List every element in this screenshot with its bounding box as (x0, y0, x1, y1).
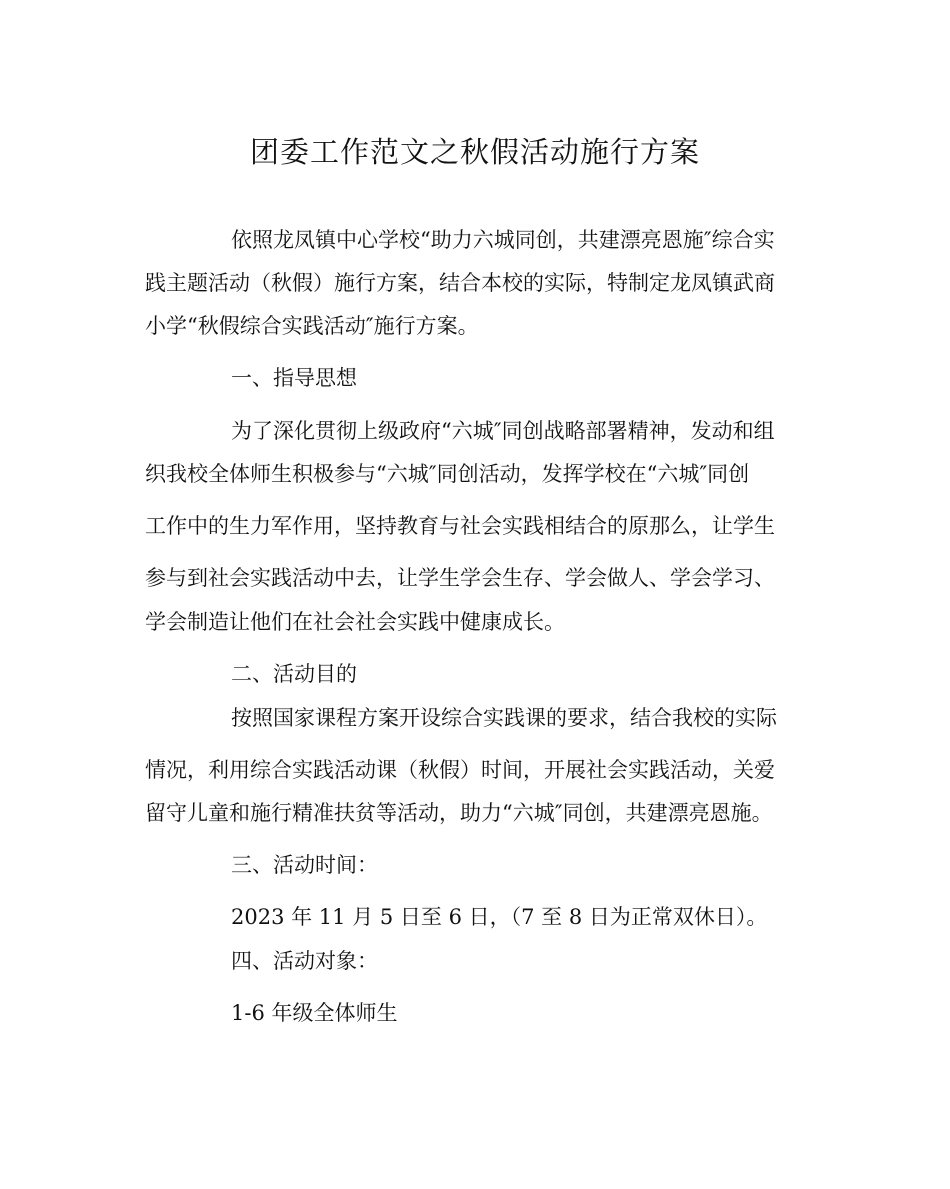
paragraph-line: 参与到社会实践活动中去，让学生学会生存、学会做人、学会学习、 (145, 566, 775, 590)
paragraph-line: 按照国家课程方案开设综合实践课的要求，结合我校的实际 (231, 706, 777, 730)
section-heading: 一、指导思想 (231, 366, 357, 390)
section-heading: 二、活动目的 (231, 662, 357, 686)
paragraph-line: 留守儿童和施行精准扶贫等活动，助力“六城″同创，共建漂亮恩施。 (145, 801, 773, 825)
paragraph-line: 践主题活动（秋假）施行方案，结合本校的实际，特制定龙凤镇武商 (145, 271, 775, 295)
section-heading: 四、活动对象： (231, 949, 378, 973)
paragraph-line: 织我校全体师生积极参与“六城″同创活动，发挥学校在“六城″同创 (145, 462, 750, 486)
document-title: 团委工作范文之秋假活动施行方案 (249, 135, 700, 169)
paragraph-line: 小学“秋假综合实践活动″施行方案。 (145, 314, 479, 338)
section-heading: 三、活动时间： (231, 853, 378, 877)
paragraph-line: 情况，利用综合实践活动课（秋假）时间，开展社会实践活动，关爱 (145, 758, 775, 782)
paragraph-line: 2023 年 11 月 5 日至 6 日，（7 至 8 日为正常双休日）。 (231, 905, 768, 929)
paragraph-line: 为了深化贯彻上级政府“六城″同创战略部署精神，发动和组 (231, 419, 775, 443)
paragraph-line: 工作中的生力军作用，坚持教育与社会实践相结合的原那么，让学生 (145, 514, 775, 538)
paragraph-line: 1-6 年级全体师生 (231, 1001, 398, 1025)
paragraph-line: 学会制造让他们在社会社会实践中健康成长。 (145, 610, 565, 634)
paragraph-line: 依照龙凤镇中心学校“助力六城同创，共建漂亮恩施″综合实 (231, 228, 775, 252)
